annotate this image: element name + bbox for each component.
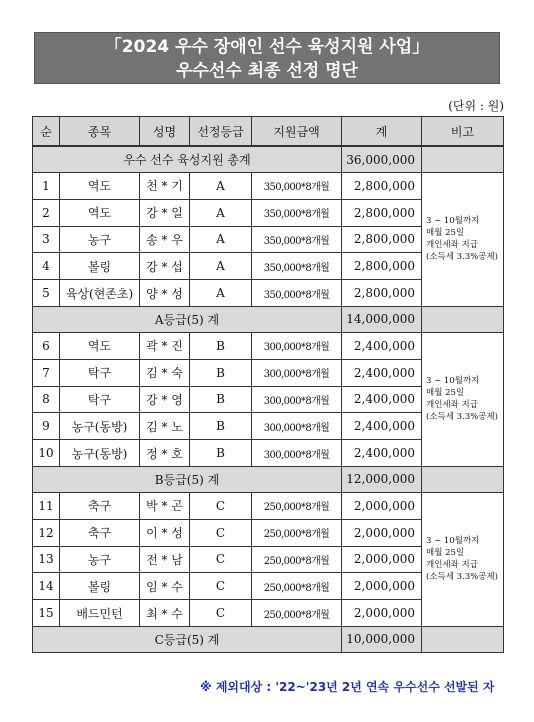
payment-note-line: 개인세좌 지급 — [426, 240, 478, 251]
athlete-name: 강 * 섭 — [140, 253, 190, 280]
support-amount: 250,000*8개월 — [252, 546, 342, 573]
support-amount: 250,000*8개월 — [252, 492, 342, 519]
grade-cell: B — [190, 386, 252, 413]
grade-cell: C — [190, 519, 252, 546]
row-total: 2,800,000 — [342, 173, 422, 200]
sport-cell: 축구 — [60, 492, 140, 519]
table-row — [33, 332, 504, 359]
athlete-name: 이 * 성 — [140, 519, 190, 546]
header-cell: 선정등급 — [190, 117, 252, 147]
sport-cell: 농구 — [60, 546, 140, 573]
table-row — [33, 492, 504, 519]
support-amount: 300,000*8개월 — [252, 413, 342, 440]
support-amount: 300,000*8개월 — [252, 359, 342, 386]
title-line-1: 「2024 우수 장애인 선수 육성지원 사업」 — [104, 37, 430, 57]
header-cell: 비고 — [422, 117, 504, 147]
row-number: 1 — [33, 173, 60, 200]
athlete-name: 최 * 수 — [140, 600, 190, 627]
row-number: 12 — [33, 519, 60, 546]
sport-cell: 역도 — [60, 173, 140, 200]
subtotal-label: A등급(5) 계 — [33, 306, 342, 332]
row-total: 2,000,000 — [342, 600, 422, 627]
sport-cell: 농구(동방) — [60, 413, 140, 440]
grand-total-amount: 36,000,000 — [342, 146, 422, 173]
athlete-name: 양 * 성 — [140, 280, 190, 307]
payment-note-line: 개인세좌 지급 — [426, 400, 478, 411]
row-total: 2,000,000 — [342, 492, 422, 519]
subtotal-row — [33, 466, 504, 492]
athlete-name: 곽 * 진 — [140, 332, 190, 359]
subtotal-row — [33, 626, 504, 652]
title-line-2: 우수선수 최종 선정 명단 — [176, 61, 358, 81]
subtotal-label: B등급(5) 계 — [33, 466, 342, 492]
row-number: 14 — [33, 573, 60, 600]
header-cell: 순 — [33, 117, 60, 147]
payment-note-line: (소득세 3.3%공제) — [426, 412, 498, 423]
sport-cell: 배드민턴 — [60, 600, 140, 627]
sport-cell: 탁구 — [60, 386, 140, 413]
support-amount: 350,000*8개월 — [252, 253, 342, 280]
grade-cell: B — [190, 332, 252, 359]
row-total: 2,800,000 — [342, 226, 422, 253]
table-body — [33, 146, 504, 652]
header-row — [33, 117, 504, 147]
sport-cell: 역도 — [60, 199, 140, 226]
athlete-name: 강 * 영 — [140, 386, 190, 413]
row-total: 2,000,000 — [342, 519, 422, 546]
header-cell: 지원금액 — [252, 117, 342, 147]
grade-cell: B — [190, 413, 252, 440]
payment-note — [422, 173, 504, 307]
row-number: 6 — [33, 332, 60, 359]
row-number: 8 — [33, 386, 60, 413]
subtotal-note — [422, 626, 504, 652]
row-number: 10 — [33, 440, 60, 467]
payment-note-line: 3 ~ 10월까지 — [426, 536, 480, 547]
support-amount: 250,000*8개월 — [252, 573, 342, 600]
support-amount: 300,000*8개월 — [252, 332, 342, 359]
row-total: 2,400,000 — [342, 386, 422, 413]
row-number: 3 — [33, 226, 60, 253]
grade-cell: A — [190, 173, 252, 200]
row-number: 9 — [33, 413, 60, 440]
payment-note — [422, 492, 504, 626]
grade-cell: A — [190, 280, 252, 307]
payment-note-line: (소득세 3.3%공제) — [426, 572, 498, 583]
sport-cell: 육상(현존초) — [60, 280, 140, 307]
row-number: 4 — [33, 253, 60, 280]
title-banner — [34, 32, 500, 84]
row-number: 2 — [33, 199, 60, 226]
grand-total-note — [422, 146, 504, 173]
selection-table — [32, 116, 504, 653]
row-number: 13 — [33, 546, 60, 573]
grade-cell: A — [190, 199, 252, 226]
support-amount: 300,000*8개월 — [252, 440, 342, 467]
athlete-name: 정 * 호 — [140, 440, 190, 467]
grade-cell: C — [190, 600, 252, 627]
payment-note-line: 매월 25일 — [426, 228, 465, 239]
support-amount: 350,000*8개월 — [252, 226, 342, 253]
row-number: 7 — [33, 359, 60, 386]
sport-cell: 농구 — [60, 226, 140, 253]
subtotal-note — [422, 306, 504, 332]
row-number: 11 — [33, 492, 60, 519]
support-amount: 350,000*8개월 — [252, 280, 342, 307]
grade-cell: A — [190, 253, 252, 280]
payment-note-line: 매월 25일 — [426, 548, 465, 559]
row-total: 2,800,000 — [342, 280, 422, 307]
athlete-name: 김 * 숙 — [140, 359, 190, 386]
support-amount: 250,000*8개월 — [252, 519, 342, 546]
athlete-name: 김 * 노 — [140, 413, 190, 440]
row-total: 2,400,000 — [342, 413, 422, 440]
support-amount: 250,000*8개월 — [252, 600, 342, 627]
payment-note-line: 3 ~ 10월까지 — [426, 216, 480, 227]
athlete-name: 천 * 기 — [140, 173, 190, 200]
subtotal-note — [422, 466, 504, 492]
grand-total-row — [33, 146, 504, 173]
sport-cell: 축구 — [60, 519, 140, 546]
sport-cell: 농구(동방) — [60, 440, 140, 467]
header-cell: 종목 — [60, 117, 140, 147]
row-total: 2,000,000 — [342, 573, 422, 600]
athlete-name: 강 * 일 — [140, 199, 190, 226]
grade-cell: A — [190, 226, 252, 253]
athlete-name: 박 * 곤 — [140, 492, 190, 519]
grade-cell: B — [190, 359, 252, 386]
athlete-name: 송 * 우 — [140, 226, 190, 253]
sport-cell: 탁구 — [60, 359, 140, 386]
header-cell: 성명 — [140, 117, 190, 147]
sport-cell: 볼링 — [60, 253, 140, 280]
support-amount: 350,000*8개월 — [252, 173, 342, 200]
row-total: 2,400,000 — [342, 332, 422, 359]
footnote: ※ 제외대상 : '22~'23년 2년 연속 우수선수 선발된 자 — [200, 680, 495, 694]
grade-cell: B — [190, 440, 252, 467]
payment-note-line: 매월 25일 — [426, 388, 465, 399]
payment-note — [422, 332, 504, 466]
row-number: 15 — [33, 600, 60, 627]
payment-note-line: (소득세 3.3%공제) — [426, 252, 498, 263]
sport-cell: 역도 — [60, 332, 140, 359]
row-total: 2,800,000 — [342, 253, 422, 280]
subtotal-amount: 14,000,000 — [342, 306, 422, 332]
row-total: 2,000,000 — [342, 546, 422, 573]
grade-cell: C — [190, 546, 252, 573]
unit-label: (단위 : 원) — [448, 99, 504, 113]
support-amount: 350,000*8개월 — [252, 199, 342, 226]
sport-cell: 볼링 — [60, 573, 140, 600]
row-total: 2,400,000 — [342, 359, 422, 386]
athlete-name: 전 * 남 — [140, 546, 190, 573]
row-number: 5 — [33, 280, 60, 307]
header-cell: 계 — [342, 117, 422, 147]
subtotal-label: C등급(5) 계 — [33, 626, 342, 652]
grade-cell: C — [190, 573, 252, 600]
subtotal-amount: 12,000,000 — [342, 466, 422, 492]
payment-note-line: 개인세좌 지급 — [426, 560, 478, 571]
grand-total-label: 우수 선수 육성지원 총계 — [33, 146, 342, 173]
row-total: 2,400,000 — [342, 440, 422, 467]
table-row — [33, 173, 504, 200]
subtotal-row — [33, 306, 504, 332]
support-amount: 300,000*8개월 — [252, 386, 342, 413]
subtotal-amount: 10,000,000 — [342, 626, 422, 652]
athlete-name: 임 * 수 — [140, 573, 190, 600]
grade-cell: C — [190, 492, 252, 519]
row-total: 2,800,000 — [342, 199, 422, 226]
payment-note-line: 3 ~ 10월까지 — [426, 376, 480, 387]
